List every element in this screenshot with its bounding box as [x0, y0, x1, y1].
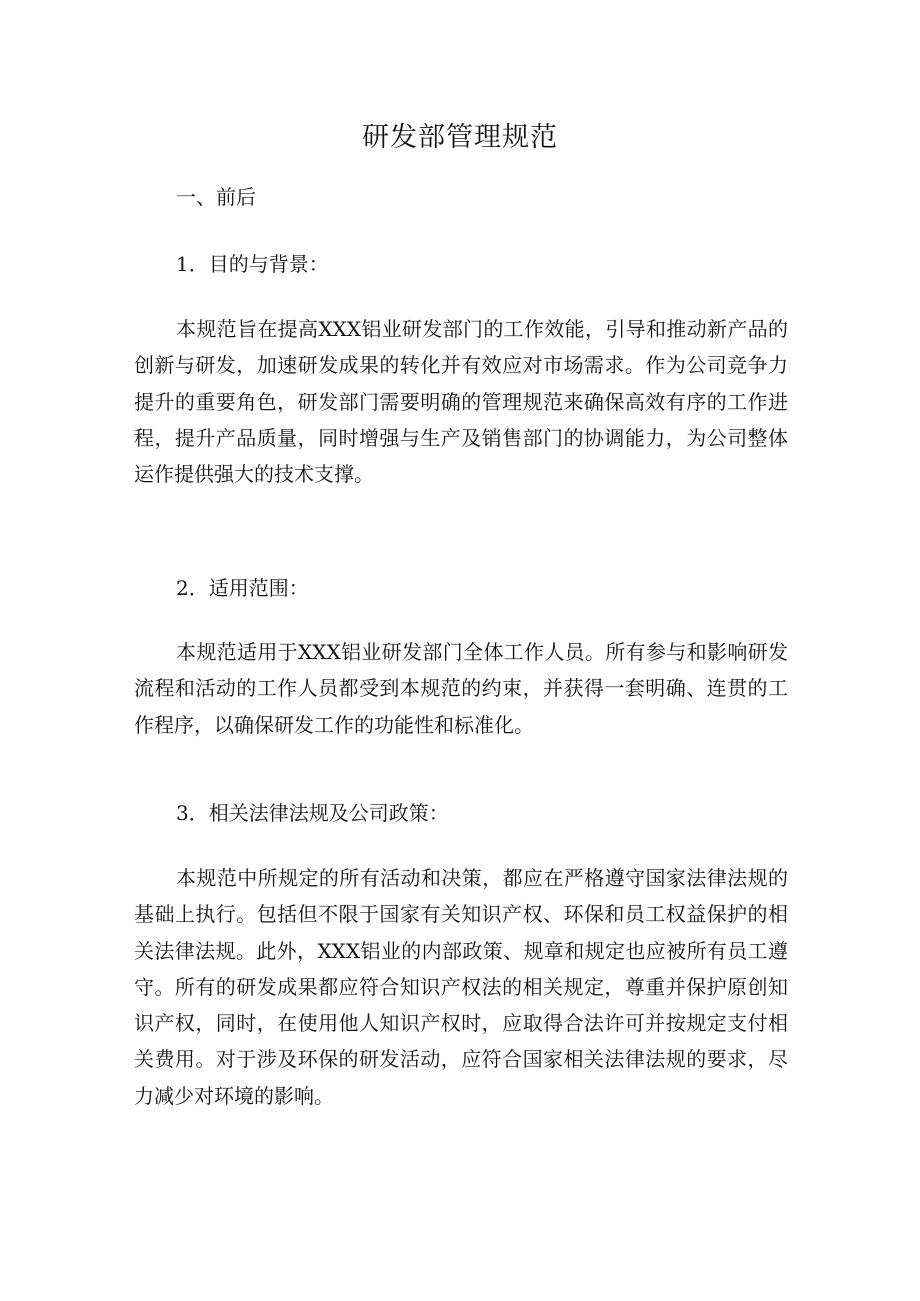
section-heading-preface: 一、前后: [176, 185, 256, 209]
paragraph-scope: 本规范适用于XXX铝业研发部门全体工作人员。所有参与和影响研发流程和活动的工作人员都受到本规范的约束，并获得一套明确、连贯的工作程序，以确保研发工作的功能性和标准化。: [134, 640, 788, 737]
item-heading-laws: 3．相关法律法规及公司政策：: [176, 801, 449, 825]
document-title: 研发部管理规范: [362, 122, 558, 153]
paragraph-laws: 本规范中所规定的所有活动和决策，都应在严格遵守国家法律法规的基础上执行。包括但不限于国家有关知识产权、环保和员工权益保护的相关法律法规。此外，XXX铝业的内部政策、规章和规定也应被所有员工遵守。所有的研发成果都应符合知识产权法的相关规定，尊重并保护原创知识产权，同时，在使用他人知识产权时，应取得合法许可并按规定支付相关费用。对于涉及环保的研发活动，应符合国家相关法律法规的要求，尽力减少对环境的影响。: [134, 866, 788, 1108]
item-heading-purpose: 1．目的与背景：: [176, 252, 329, 276]
paragraph-purpose: 本规范旨在提高XXX铝业研发部门的工作效能，引导和推动新产品的创新与研发，加速研发成果的转化并有效应对市场需求。作为公司竞争力提升的重要角色，研发部门需要明确的管理规范来确保高效有序的工作进程，提升产品质量，同时增强与生产及销售部门的协调能力，为公司整体运作提供强大的技术支撑。: [134, 317, 788, 487]
item-heading-scope: 2．适用范围：: [176, 576, 309, 600]
